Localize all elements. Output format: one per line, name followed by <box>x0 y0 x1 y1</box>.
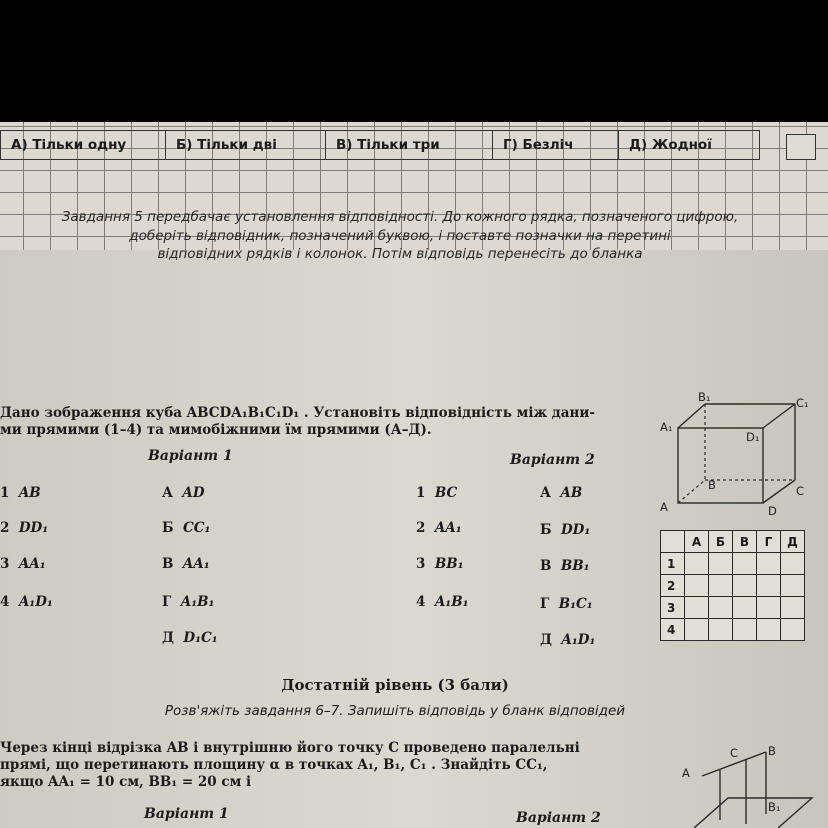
option-v: В) Тільки три <box>326 131 493 159</box>
fig-label-b1: B₁ <box>768 800 781 814</box>
cube-figure <box>660 392 820 517</box>
task6-variant2: Варіант 2 <box>516 810 601 826</box>
match-cell[interactable] <box>733 575 757 597</box>
match-cell[interactable] <box>709 619 733 641</box>
segment-plane-figure <box>680 740 828 828</box>
match-cell[interactable] <box>733 597 757 619</box>
v2-opt-b: Б DD₁ <box>540 522 591 538</box>
fig-label-c: C <box>730 746 739 760</box>
task5-instructions: Завдання 5 передбачає установлення відповідності. До кожного рядка, позначеного цифрою, доберіть відповідник, позначений буквою, і поставте позначки на перетині відповідних рядків і колонок. Потім відповідь перенесіть до бланка <box>61 209 739 262</box>
v1-line-3: 3 AA₁ <box>0 556 46 572</box>
cube-label-a: A <box>660 500 668 514</box>
match-cell[interactable] <box>781 575 805 597</box>
match-cell[interactable] <box>685 597 709 619</box>
level-title: Достатній рівень (3 бали) <box>281 676 509 694</box>
v2-opt-d: Д A₁D₁ <box>540 632 596 648</box>
col-head-d: Д <box>781 531 805 553</box>
row-head-4: 4 <box>661 619 685 641</box>
match-cell[interactable] <box>733 553 757 575</box>
answer-options-row <box>0 130 760 160</box>
v1-line-4: 4 A₁D₁ <box>0 594 53 610</box>
v2-line-4: 4 A₁B₁ <box>416 594 469 610</box>
match-cell[interactable] <box>709 575 733 597</box>
option-a: А) Тільки одну <box>1 131 166 159</box>
v2-line-2: 2 AA₁ <box>416 520 462 536</box>
match-cell[interactable] <box>685 553 709 575</box>
row-head-1: 1 <box>661 553 685 575</box>
v2-opt-a: А AB <box>540 485 583 501</box>
option-g: Г) Безліч <box>493 131 619 159</box>
match-cell[interactable] <box>733 619 757 641</box>
v1-line-1: 1 AB <box>0 485 41 501</box>
fig-label-a: A <box>682 766 690 780</box>
option-d: Д) Жодної <box>629 137 712 153</box>
col-head-v: В <box>733 531 757 553</box>
match-cell[interactable] <box>757 575 781 597</box>
v1-opt-v: В AA₁ <box>162 556 210 572</box>
match-cell[interactable] <box>709 553 733 575</box>
col-head-b: Б <box>709 531 733 553</box>
col-head-a: А <box>685 531 709 553</box>
v2-opt-v: В BB₁ <box>540 558 590 574</box>
fig-label-b: B <box>768 744 776 758</box>
cube-label-d1: D₁ <box>746 430 760 444</box>
task6-variant1: Варіант 1 <box>144 806 229 822</box>
col-head-g: Г <box>757 531 781 553</box>
v1-opt-a: А AD <box>162 485 205 501</box>
cube-label-b: B <box>708 478 716 492</box>
v2-line-1: 1 BC <box>416 485 458 501</box>
option-b: Б) Тільки дві <box>166 131 326 159</box>
cube-label-b1: B₁ <box>698 390 711 404</box>
v1-opt-b: Б CC₁ <box>162 520 211 536</box>
task5-text: Дано зображення куба ABCDA₁B₁C₁D₁ . Установіть відповідність між дани- ми прямими (1–4) та мимобіжними їм прямими (А–Д). <box>0 405 596 438</box>
match-cell[interactable] <box>685 619 709 641</box>
task6-text: Через кінці відрізка AB і внутрішню його точку C проведено паралельні прямі, що перетинають площину α в точках A₁, B₁, C₁ . Знайдіть CC₁, якщо AA₁ = 10 см, BB₁ = 20 см і <box>0 740 580 790</box>
match-cell[interactable] <box>781 619 805 641</box>
v1-line-2: 2 DD₁ <box>0 520 49 536</box>
cube-label-c1: C₁ <box>796 396 809 410</box>
answer-checkbox[interactable] <box>786 134 816 160</box>
cube-label-c: C <box>796 484 805 498</box>
cube-label-d: D <box>768 504 777 518</box>
variant1-title: Варіант 1 <box>148 448 233 464</box>
row-head-2: 2 <box>661 575 685 597</box>
match-cell[interactable] <box>685 575 709 597</box>
matching-table <box>660 530 805 641</box>
match-cell[interactable] <box>757 553 781 575</box>
variant2-title: Варіант 2 <box>510 452 595 468</box>
level-instruction: Розв'яжіть завдання 6–7. Запишіть відповідь у бланк відповідей <box>164 703 626 719</box>
match-cell[interactable] <box>781 553 805 575</box>
row-head-3: 3 <box>661 597 685 619</box>
v1-opt-g: Г A₁B₁ <box>162 594 215 610</box>
match-cell[interactable] <box>781 597 805 619</box>
v1-opt-d: Д D₁C₁ <box>162 630 218 646</box>
v2-opt-g: Г B₁C₁ <box>540 596 593 612</box>
match-cell[interactable] <box>709 597 733 619</box>
plane-alpha <box>694 798 812 828</box>
cube-label-a1: A₁ <box>660 420 673 434</box>
match-cell[interactable] <box>757 597 781 619</box>
v2-line-3: 3 BB₁ <box>416 556 464 572</box>
match-cell[interactable] <box>757 619 781 641</box>
